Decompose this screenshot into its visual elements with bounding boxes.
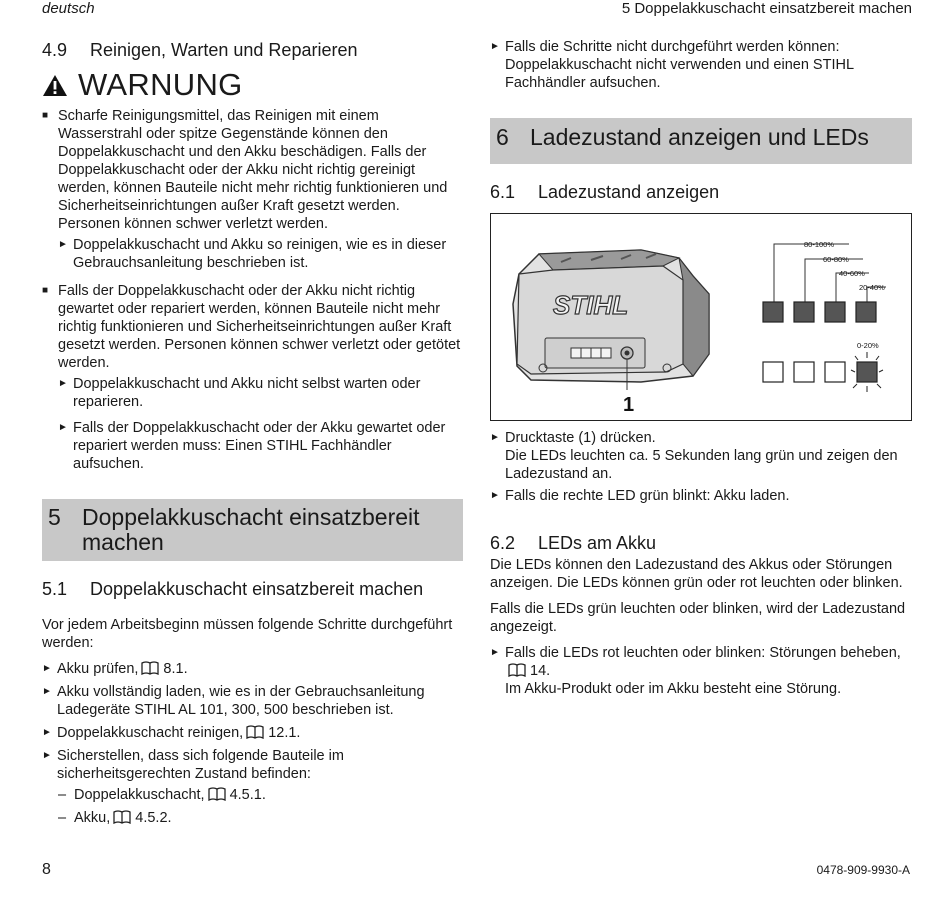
list-item xyxy=(42,786,463,804)
square-bullet-icon: ■ xyxy=(42,285,49,296)
section-5-heading xyxy=(42,499,463,561)
triangle-bullet-icon: ► xyxy=(42,750,52,761)
list-item-text: Akku prüfen, 8.1. xyxy=(57,661,188,677)
triangle-bullet-icon: ► xyxy=(490,647,500,658)
section-title: Doppelakkuschacht einsatzbereit machen xyxy=(90,579,424,599)
section-number: 5 xyxy=(48,504,61,530)
triangle-bullet-icon: ► xyxy=(58,422,68,433)
triangle-bullet-icon: ► xyxy=(58,239,68,250)
section-number: 6 xyxy=(496,124,509,150)
right-column xyxy=(490,38,912,698)
led-off xyxy=(825,362,845,382)
left-column xyxy=(42,36,463,827)
book-reference-icon xyxy=(141,661,159,675)
callout-number: 1 xyxy=(623,394,635,416)
warning-triangle-icon xyxy=(42,74,68,97)
section-title: LEDs am Akku xyxy=(538,533,657,553)
triangle-bullet-icon: ► xyxy=(58,378,68,389)
list-item-text: Falls die rechte LED grün blinkt: Akku laden. xyxy=(505,488,790,504)
header-language: deutsch xyxy=(42,0,95,17)
list-item-text: Scharfe Reinigungsmittel, das Reinigen mit einem Wasserstrahl oder spitze Gegenstände können den Doppelakkuschacht und den Akku beschädigen. Falls der Doppelakkuschacht oder der Akku nicht richtig gereinigt werden, können Bauteile nicht mehr richtig funktionieren und Sicherheitseinrichtungen außer Kraft gesetzt werden. Personen können schwer verletzt werden. xyxy=(58,108,448,232)
section-title: Reinigen, Warten und Reparieren xyxy=(90,40,358,60)
square-bullet-icon: ■ xyxy=(42,110,49,121)
led-off xyxy=(794,362,814,382)
list-item-text: Akku, 4.5.2. xyxy=(74,810,172,826)
warning-label: WARNUNG xyxy=(78,67,243,102)
list-item-text: Falls die LEDs rot leuchten oder blinken: Störungen beheben,14. Im Akku-Produkt oder im Akku besteht eine Störung. xyxy=(505,645,901,697)
section-4-9-heading xyxy=(42,40,463,61)
list-item xyxy=(42,375,463,411)
led-lit xyxy=(794,302,814,322)
document-code: 0478-909-9930-A xyxy=(816,863,910,877)
intro-paragraph: Vor jedem Arbeitsbeginn müssen folgende Schritte durchgeführt werden: xyxy=(42,617,453,651)
list-item-text: Doppelakkuschacht reinigen, 12.1. xyxy=(57,725,301,741)
battery-icon xyxy=(513,250,709,390)
triangle-bullet-icon: ► xyxy=(42,663,52,674)
section-6-heading xyxy=(490,118,912,164)
section-title: Ladezustand anzeigen und LEDs xyxy=(530,124,869,150)
warning-heading xyxy=(42,67,463,103)
section-number: 4.9 xyxy=(42,40,68,60)
book-reference-icon xyxy=(246,725,264,739)
list-item xyxy=(490,429,912,483)
list-item xyxy=(42,107,463,233)
triangle-bullet-icon: ► xyxy=(490,41,500,52)
led-lit xyxy=(856,302,876,322)
header-chapter: 5 Doppelakkuschacht einsatzbereit machen xyxy=(621,0,912,17)
list-item xyxy=(42,724,463,742)
triangle-bullet-icon: ► xyxy=(42,727,52,738)
list-item xyxy=(490,487,912,505)
list-item-text: Drucktaste (1) drücken. Die LEDs leuchten ca. 5 Sekunden lang grün und zeigen den Ladezustand an. xyxy=(505,430,898,482)
section-6-1-heading xyxy=(490,182,912,203)
list-item xyxy=(42,282,463,372)
list-item xyxy=(490,644,912,698)
dash-bullet: – xyxy=(58,810,67,826)
list-item-text: Doppelakkuschacht und Akku nicht selbst warten oder reparieren. xyxy=(73,376,421,410)
level-label: 40-60% xyxy=(839,269,865,278)
list-item-text: Falls der Doppelakkuschacht oder der Akku gewartet oder repariert werden muss: Einen STIHL Fachhändler aufsuchen. xyxy=(73,420,446,472)
section-number: 6.2 xyxy=(490,533,516,553)
level-label: 60-80% xyxy=(823,255,849,264)
brand-logo: STIHL xyxy=(553,290,629,320)
led-row-lit xyxy=(763,302,876,322)
dash-bullet: – xyxy=(58,787,67,803)
list-item-text: Falls der Doppelakkuschacht oder der Akku nicht richtig gewartet oder repariert werden, können Bauteile nicht mehr richtig funktionieren und Sicherheitseinrichtungen außer Kraft gesetzt werden. Personen können schwer verletzt oder getötet werden. xyxy=(58,283,461,371)
level-label: 20-40% xyxy=(859,283,885,292)
led-blinking xyxy=(857,362,877,382)
list-item xyxy=(42,660,463,678)
led-off xyxy=(763,362,783,382)
section-title: Ladezustand anzeigen xyxy=(538,182,720,202)
section-title: Doppelakkuschacht einsatzbereit machen xyxy=(82,504,420,555)
list-item xyxy=(42,809,463,827)
list-item xyxy=(42,747,463,783)
list-item xyxy=(42,683,463,719)
section-number: 6.1 xyxy=(490,182,516,202)
list-item-text: Falls die Schritte nicht durchgeführt werden können: Doppelakkuschacht nicht verwenden und einen STIHL Fachhändler aufsuchen. xyxy=(505,39,854,91)
triangle-bullet-icon: ► xyxy=(42,686,52,697)
level-label-low: 0-20% xyxy=(857,341,879,350)
list-item-text: Sicherstellen, dass sich folgende Bauteile im sicherheitsgerechten Zustand befinden: xyxy=(57,748,344,782)
list-item xyxy=(42,419,463,473)
section-6-2-heading xyxy=(490,533,912,554)
list-item xyxy=(490,38,912,92)
page-number: 8 xyxy=(42,861,51,878)
triangle-bullet-icon: ► xyxy=(490,490,500,501)
list-item-text: Akku vollständig laden, wie es in der Gebrauchsanleitung Ladegeräte STIHL AL 101, 300, 500 beschrieben ist. xyxy=(57,684,425,718)
list-item-text: Doppelakkuschacht, 4.5.1. xyxy=(74,787,266,803)
book-reference-icon xyxy=(113,810,131,824)
list-item xyxy=(42,236,463,272)
battery-illustration xyxy=(491,214,910,419)
paragraph: Falls die LEDs grün leuchten oder blinken, wird der Ladezustand angezeigt. xyxy=(490,601,906,635)
list-item-text: Doppelakkuschacht und Akku so reinigen, wie es in dieser Gebrauchsanleitung beschrieben ist. xyxy=(73,237,447,271)
triangle-bullet-icon: ► xyxy=(490,432,500,443)
led-lit xyxy=(825,302,845,322)
charge-level-figure xyxy=(490,213,912,421)
led-row-low xyxy=(763,362,877,382)
led-lit xyxy=(763,302,783,322)
section-number: 5.1 xyxy=(42,579,68,599)
book-reference-icon xyxy=(208,787,226,801)
book-reference-icon xyxy=(508,663,526,677)
level-label: 80-100% xyxy=(804,240,835,249)
paragraph: Die LEDs können den Ladezustand des Akkus oder Störungen anzeigen. Die LEDs können grün oder rot leuchten oder blinken. xyxy=(490,557,903,591)
section-5-1-heading xyxy=(42,579,463,600)
led-level-lines xyxy=(774,244,886,309)
